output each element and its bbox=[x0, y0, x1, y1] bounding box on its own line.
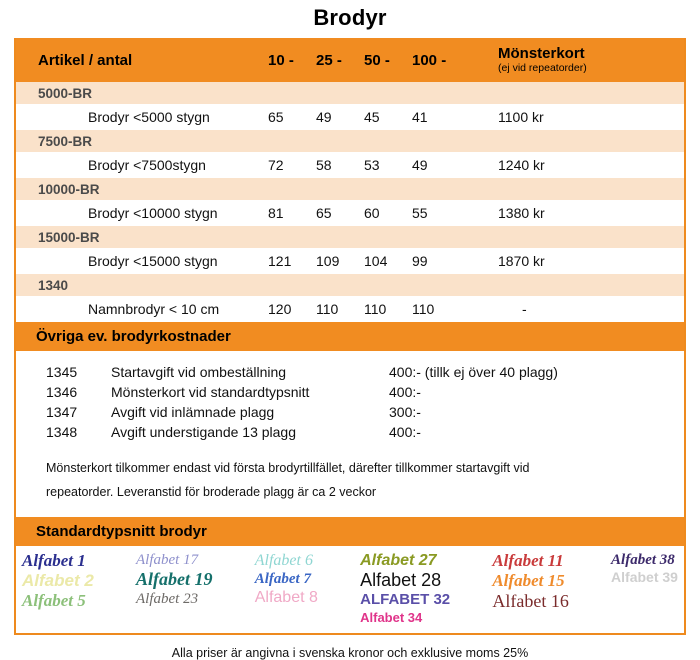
row-price-10: 65 bbox=[268, 109, 284, 125]
font-sample: Alfabet 2 bbox=[22, 571, 94, 591]
row-name: Namnbrodyr < 10 cm bbox=[88, 301, 220, 317]
row-price-25: 110 bbox=[316, 301, 339, 317]
font-sample-column bbox=[360, 552, 450, 625]
extra-description: Avgift understigande 13 plagg bbox=[111, 424, 296, 440]
row-price-100: 41 bbox=[412, 109, 428, 125]
extra-code: 1348 bbox=[46, 424, 78, 440]
row-name: Brodyr <15000 stygn bbox=[88, 253, 218, 269]
row-price-25: 65 bbox=[316, 205, 332, 221]
extra-price: 400:- bbox=[389, 384, 421, 400]
list-item bbox=[16, 382, 684, 402]
group-label: 15000-BR bbox=[38, 229, 100, 245]
row-price-50: 104 bbox=[364, 253, 388, 269]
font-sample: Alfabet 7 bbox=[254, 571, 311, 588]
table-group-row bbox=[16, 178, 684, 200]
row-price-100: 110 bbox=[412, 301, 435, 317]
font-sample: ALFABET 32 bbox=[360, 591, 451, 609]
row-price-50: 60 bbox=[364, 205, 380, 221]
row-price-10: 120 bbox=[268, 301, 292, 317]
row-price-25: 58 bbox=[316, 157, 332, 173]
group-label: 5000-BR bbox=[38, 85, 93, 101]
font-sample: Alfabet 27 bbox=[360, 551, 437, 569]
price-table-body bbox=[16, 82, 684, 322]
note-line-1: Mönsterkort tilkommer endast vid första brodyrtillfället, därefter tillkommer startavgift vid bbox=[46, 461, 530, 475]
font-sample-column bbox=[255, 552, 318, 607]
price-table-header bbox=[16, 38, 684, 82]
font-sample: Alfabet 34 bbox=[360, 609, 423, 625]
extra-code: 1345 bbox=[46, 364, 78, 380]
table-row bbox=[16, 200, 684, 226]
table-group-row bbox=[16, 226, 684, 248]
row-price-100: 99 bbox=[412, 253, 428, 269]
delivery-note bbox=[16, 448, 684, 517]
column-header-qty-10: 10 - bbox=[268, 51, 294, 69]
column-header-monsterkort bbox=[480, 46, 684, 74]
page-title: Brodyr bbox=[313, 5, 387, 30]
font-sample: Alfabet 8 bbox=[254, 589, 318, 607]
font-sample: Alfabet 19 bbox=[136, 568, 213, 589]
section-header-standard-fonts: Standardtypsnitt brodyr bbox=[16, 517, 684, 546]
font-sample: Alfabet 16 bbox=[492, 591, 569, 612]
row-price-10: 121 bbox=[268, 253, 292, 269]
font-sample-column bbox=[22, 552, 94, 611]
column-header-article: Artikel / antal bbox=[38, 51, 133, 69]
column-header-qty-50: 50 - bbox=[364, 51, 390, 69]
table-row bbox=[16, 152, 684, 178]
note-line-2: repeatorder. Leveranstid för broderade plagg är ca 2 veckor bbox=[46, 485, 377, 500]
row-monsterkort: - bbox=[522, 301, 527, 317]
extra-price: 300:- bbox=[389, 404, 421, 420]
group-label: 10000-BR bbox=[38, 181, 100, 197]
extra-description: Startavgift vid ombeställning bbox=[111, 364, 287, 380]
row-price-25: 49 bbox=[316, 109, 332, 125]
row-monsterkort: 1870 kr bbox=[498, 253, 545, 269]
row-price-50: 53 bbox=[364, 157, 380, 173]
table-group-row bbox=[16, 130, 684, 152]
font-sample: Alfabet 6 bbox=[254, 551, 313, 569]
font-sample: Alfabet 23 bbox=[136, 591, 199, 608]
table-row bbox=[16, 104, 684, 130]
font-sample: Alfabet 28 bbox=[360, 570, 442, 591]
row-monsterkort: 1100 kr bbox=[498, 109, 544, 125]
row-price-50: 110 bbox=[364, 301, 387, 317]
row-name: Brodyr <7500stygn bbox=[88, 157, 206, 173]
extra-costs-list bbox=[16, 351, 684, 448]
list-item bbox=[16, 422, 684, 442]
table-group-row bbox=[16, 82, 684, 104]
group-label: 7500-BR bbox=[38, 133, 93, 149]
extra-code: 1347 bbox=[46, 404, 78, 420]
list-item bbox=[16, 362, 684, 382]
font-sample: Alfabet 1 bbox=[22, 550, 86, 570]
font-sample: Alfabet 39 bbox=[611, 568, 678, 585]
row-name: Brodyr <10000 stygn bbox=[88, 205, 218, 221]
column-header-qty-25: 25 - bbox=[316, 51, 342, 69]
font-sample-column bbox=[136, 552, 213, 608]
row-name: Brodyr <5000 stygn bbox=[88, 109, 210, 125]
font-sample: Alfabet 38 bbox=[611, 551, 675, 568]
section-header-extra-costs: Övriga ev. brodyrkostnader bbox=[16, 322, 684, 351]
font-sample-column bbox=[611, 552, 678, 585]
extra-description: Mönsterkort vid standardtypsnitt bbox=[111, 384, 310, 400]
row-price-10: 81 bbox=[268, 205, 284, 221]
row-monsterkort: 1380 kr bbox=[498, 205, 545, 221]
extra-code: 1346 bbox=[46, 384, 78, 400]
monsterkort-label: Mönsterkort bbox=[498, 45, 585, 63]
row-price-25: 109 bbox=[316, 253, 340, 269]
table-group-row bbox=[16, 274, 684, 296]
column-header-qty-100: 100 - bbox=[412, 51, 447, 69]
extra-price: 400:- (tillk ej över 40 plagg) bbox=[389, 364, 558, 380]
table-row bbox=[16, 248, 684, 274]
row-price-10: 72 bbox=[268, 157, 284, 173]
font-sample-grid bbox=[16, 546, 684, 633]
extra-price: 400:- bbox=[389, 424, 421, 440]
monsterkort-sublabel: (ej vid repeatorder) bbox=[498, 61, 587, 74]
table-row bbox=[16, 296, 684, 322]
row-price-100: 49 bbox=[412, 157, 428, 173]
extra-description: Avgift vid inlämnade plagg bbox=[111, 404, 275, 420]
row-monsterkort: 1240 kr bbox=[498, 157, 545, 173]
group-label: 1340 bbox=[38, 277, 69, 293]
font-sample-column bbox=[492, 552, 568, 612]
font-sample: Alfabet 17 bbox=[136, 551, 199, 568]
row-price-100: 55 bbox=[412, 205, 428, 221]
footer-note: Alla priser är angivna i svenska kronor och exklusive moms 25% bbox=[171, 645, 529, 660]
font-sample: Alfabet 15 bbox=[492, 571, 565, 591]
row-price-50: 45 bbox=[364, 109, 380, 125]
font-sample: Alfabet 5 bbox=[22, 591, 86, 611]
font-sample: Alfabet 11 bbox=[492, 550, 564, 570]
list-item bbox=[16, 402, 684, 422]
main-frame bbox=[14, 38, 686, 635]
